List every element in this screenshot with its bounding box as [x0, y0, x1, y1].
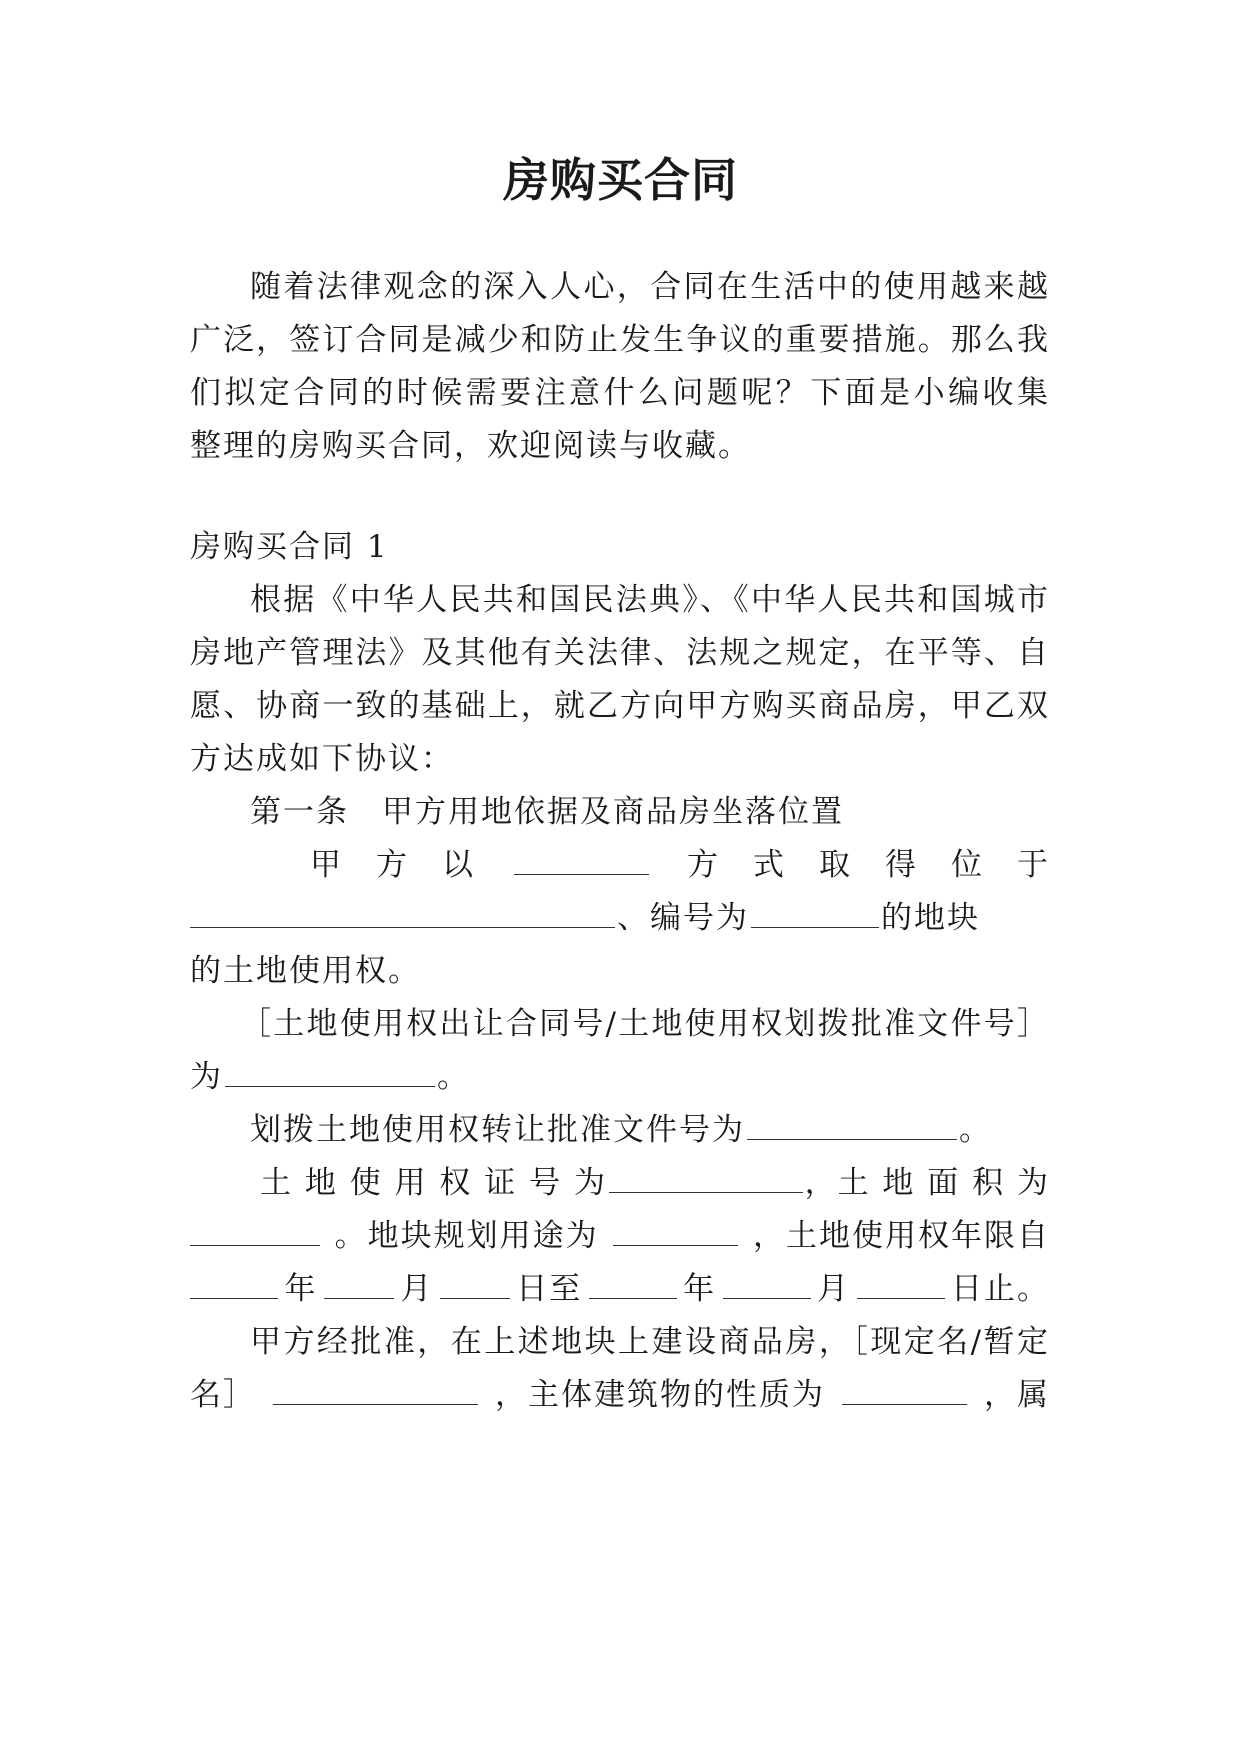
fill-blank: [723, 1268, 811, 1299]
article-text: 的地块: [881, 900, 980, 936]
article-text: 、编号为: [617, 900, 749, 936]
article-text: 年: [683, 1271, 717, 1307]
intro-line: 随着法律观念的深入人心，合同在生活中的使用越来越: [250, 269, 1050, 305]
article-text: 方 式 取 得 位 于: [687, 847, 1050, 883]
article-text: 名］: [190, 1377, 256, 1413]
section-heading: 房购买合同 1: [190, 529, 389, 565]
article-text: ，土 地 面 积 为: [804, 1165, 1050, 1201]
article-line: [190, 1214, 1050, 1258]
preamble-line: 方达成如下协议：: [190, 741, 454, 777]
intro-line: 广泛，签订合同是减少和防止发生争议的重要措施。那么我: [190, 322, 1050, 358]
fill-blank: [613, 1215, 738, 1246]
article-line: [190, 1373, 1050, 1417]
fill-blank: [747, 1109, 957, 1140]
article-text: 划拨土地使用权转让批准文件号为: [250, 1112, 745, 1148]
preamble-line: 根据《中华人民共和国民法典》、《中华人民共和国城市: [250, 582, 1050, 618]
article-heading: 第一条 甲方用地依据及商品房坐落位置: [250, 794, 844, 830]
preamble-line: 房地产管理法》及其他有关法律、法规之规定，在平等、自: [190, 635, 1050, 671]
article-text: 年: [284, 1271, 318, 1307]
fill-blank: [842, 1374, 967, 1405]
article-line: ［土地使用权出让合同号/土地使用权划拨批准文件号］: [240, 1006, 1050, 1042]
article-line: [190, 843, 1050, 887]
article-line: [190, 1055, 1050, 1099]
article-line: 甲方经批准，在上述地块上建设商品房，［现定名/暂定: [250, 1324, 1050, 1360]
article-text: ，属: [984, 1377, 1050, 1413]
fill-blank: [273, 1374, 478, 1405]
article-line: [190, 1161, 1050, 1205]
article-text: 。: [959, 1112, 992, 1148]
article-text: 。: [437, 1059, 470, 1095]
fill-blank: [324, 1268, 394, 1299]
article-line: 的土地使用权。: [190, 953, 421, 989]
article-line: [190, 896, 1050, 940]
article-text: ，土地使用权年限自: [752, 1218, 1050, 1254]
fill-blank: [589, 1268, 677, 1299]
article-text: ，主体建筑物的性质为: [495, 1377, 825, 1413]
intro-line: 整理的房购买合同，欢迎阅读与收藏。: [190, 428, 751, 464]
article-text: 为: [190, 1059, 223, 1095]
article-text: 日至: [516, 1271, 583, 1307]
fill-blank: [514, 844, 649, 875]
fill-blank: [190, 1215, 320, 1246]
fill-blank: [190, 897, 615, 928]
article-text: 土 地 使 用 权 证 号 为: [260, 1165, 607, 1201]
fill-blank: [225, 1056, 435, 1087]
intro-line: 们拟定合同的时候需要注意什么问题呢？下面是小编收集: [190, 375, 1050, 411]
preamble-line: 愿、协商一致的基础上，就乙方向甲方购买商品房，甲乙双: [190, 688, 1050, 724]
article-text: 甲 方 以: [310, 847, 475, 883]
fill-blank: [190, 1268, 278, 1299]
article-text: 日止。: [950, 1271, 1050, 1307]
article-line: [190, 1267, 1050, 1311]
article-line: [190, 1108, 1110, 1152]
fill-blank: [609, 1162, 803, 1193]
article-text: 月: [817, 1271, 851, 1307]
fill-blank: [751, 897, 879, 928]
fill-blank: [440, 1268, 510, 1299]
article-text: 。地块规划用途为: [334, 1218, 599, 1254]
document-title: 房购买合同: [503, 153, 738, 207]
fill-blank: [857, 1268, 945, 1299]
article-text: 月: [400, 1271, 434, 1307]
